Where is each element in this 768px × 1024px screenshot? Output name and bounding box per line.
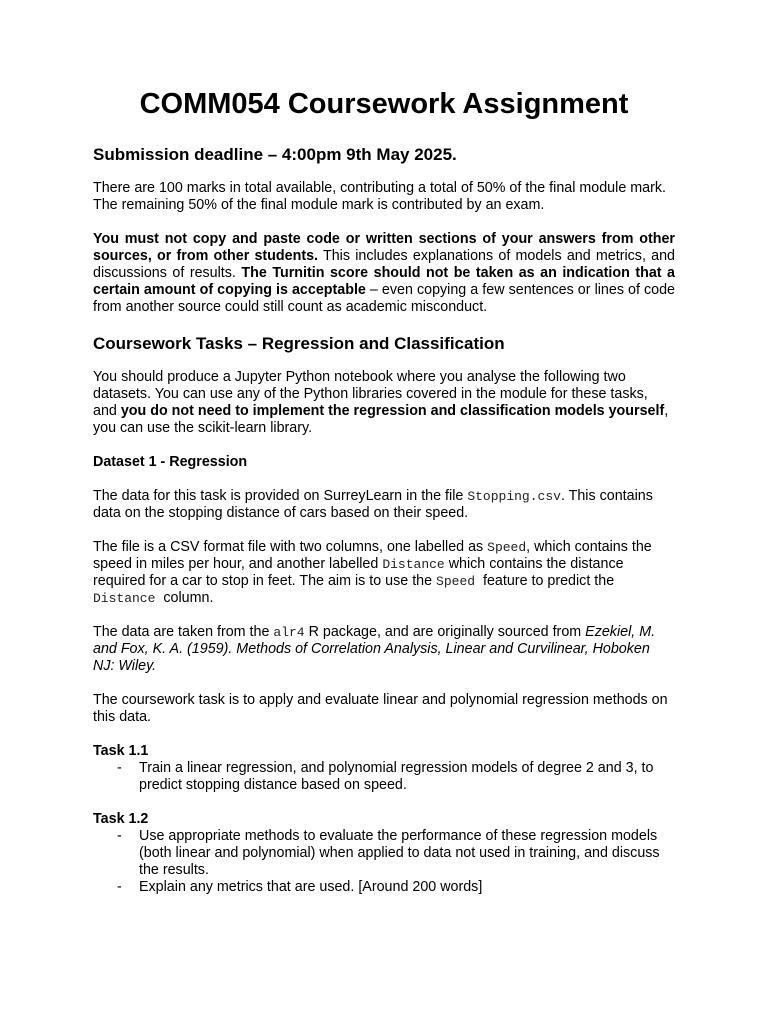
file-description-paragraph <box>93 539 675 607</box>
filename-code: Stopping.csv <box>467 489 561 504</box>
citation: Ezekiel, M. and Fox, K. A. (1959). Methods of Correlation Analysis, Linear and Curvilinear, Hoboken NJ: Wiley. <box>93 624 656 674</box>
list-item <box>93 760 675 794</box>
dash-marker: - <box>117 828 122 844</box>
tasks-heading: Coursework Tasks – Regression and Classification <box>93 334 505 353</box>
source-text-2: R package, and are originally sourced from <box>304 624 586 640</box>
file-text-3: which contains the distance required for a car to stop in feet. The aim is to use the <box>93 556 624 589</box>
task-paragraph: The coursework task is to apply and evaluate linear and polynomial regression methods on this data. <box>93 692 668 725</box>
intro-text-2: , you can use the scikit-learn library. <box>93 403 669 436</box>
task-1-2-item-text: Explain any metrics that are used. [Around 200 words] <box>139 879 483 895</box>
source-paragraph <box>93 624 675 675</box>
turnitin-warning: The Turnitin score should not be taken as an indication that a certain amount of copying is acceptable <box>93 265 675 298</box>
file-text-1: The file is a CSV format file with two columns, one labelled as <box>93 539 488 555</box>
list-item <box>93 828 675 879</box>
document-title: COMM054 Coursework Assignment <box>139 88 629 120</box>
copying-text-2: – even copying a few sentences or lines of code from another source could still count as academic misconduct. <box>93 282 675 315</box>
data-paragraph <box>93 488 675 522</box>
file-text-4: feature to predict the <box>475 573 619 589</box>
file-text-2: , which contains the speed in miles per hour, and another labelled <box>93 539 652 572</box>
dataset1-heading: Dataset 1 - Regression <box>93 454 248 470</box>
copying-text-1: This includes explanations of models and metrics, and discussions of results. <box>93 248 675 281</box>
speed-code: Speed <box>487 540 527 555</box>
file-text-5: column. <box>155 590 214 606</box>
copying-policy-paragraph <box>93 231 675 316</box>
task-1-2-heading: Task 1.2 <box>93 811 149 827</box>
intro-paragraph <box>93 369 675 437</box>
task-1-1-heading: Task 1.1 <box>93 743 149 759</box>
package-code: alr4 <box>273 625 305 640</box>
distance-code: Distance <box>382 557 445 572</box>
source-text-1: The data are taken from the <box>93 624 274 640</box>
marks-paragraph: There are 100 marks in total available, contributing a total of 50% of the final module mark. The remaining 50% of the final module mark is contributed by an exam. <box>93 180 666 213</box>
task-1-2-list <box>93 828 675 896</box>
intro-bold: you do not need to implement the regression and classification models yourself <box>120 403 665 419</box>
data-text-1: The data for this task is provided on SurreyLearn in the file <box>93 488 468 504</box>
copying-warning: You must not copy and paste code or written sections of your answers from other sources, or from other students. <box>93 231 675 264</box>
data-text-2: . This contains data on the stopping distance of cars based on their speed. <box>93 488 653 521</box>
task-1-1-list <box>93 760 675 794</box>
task-1-1-item-text: Train a linear regression, and polynomial regression models of degree 2 and 3, to predict stopping distance based on speed. <box>139 760 654 793</box>
speed-code-2: Speed <box>436 574 476 589</box>
distance-code-2: Distance <box>93 591 156 606</box>
list-item <box>93 879 675 896</box>
dash-marker: - <box>117 879 122 895</box>
task-1-2-item-text: Use appropriate methods to evaluate the performance of these regression models (both linear and polynomial) when applied to data not used in training, and discuss the results. <box>139 828 660 878</box>
submission-deadline: Submission deadline – 4:00pm 9th May 2025. <box>93 145 457 164</box>
document-content <box>93 86 675 913</box>
intro-text-1: You should produce a Jupyter Python notebook where you analyse the following two datasets. You can use any of the Python libraries covered in the module for these tasks, and <box>93 369 648 419</box>
dash-marker: - <box>117 760 122 776</box>
